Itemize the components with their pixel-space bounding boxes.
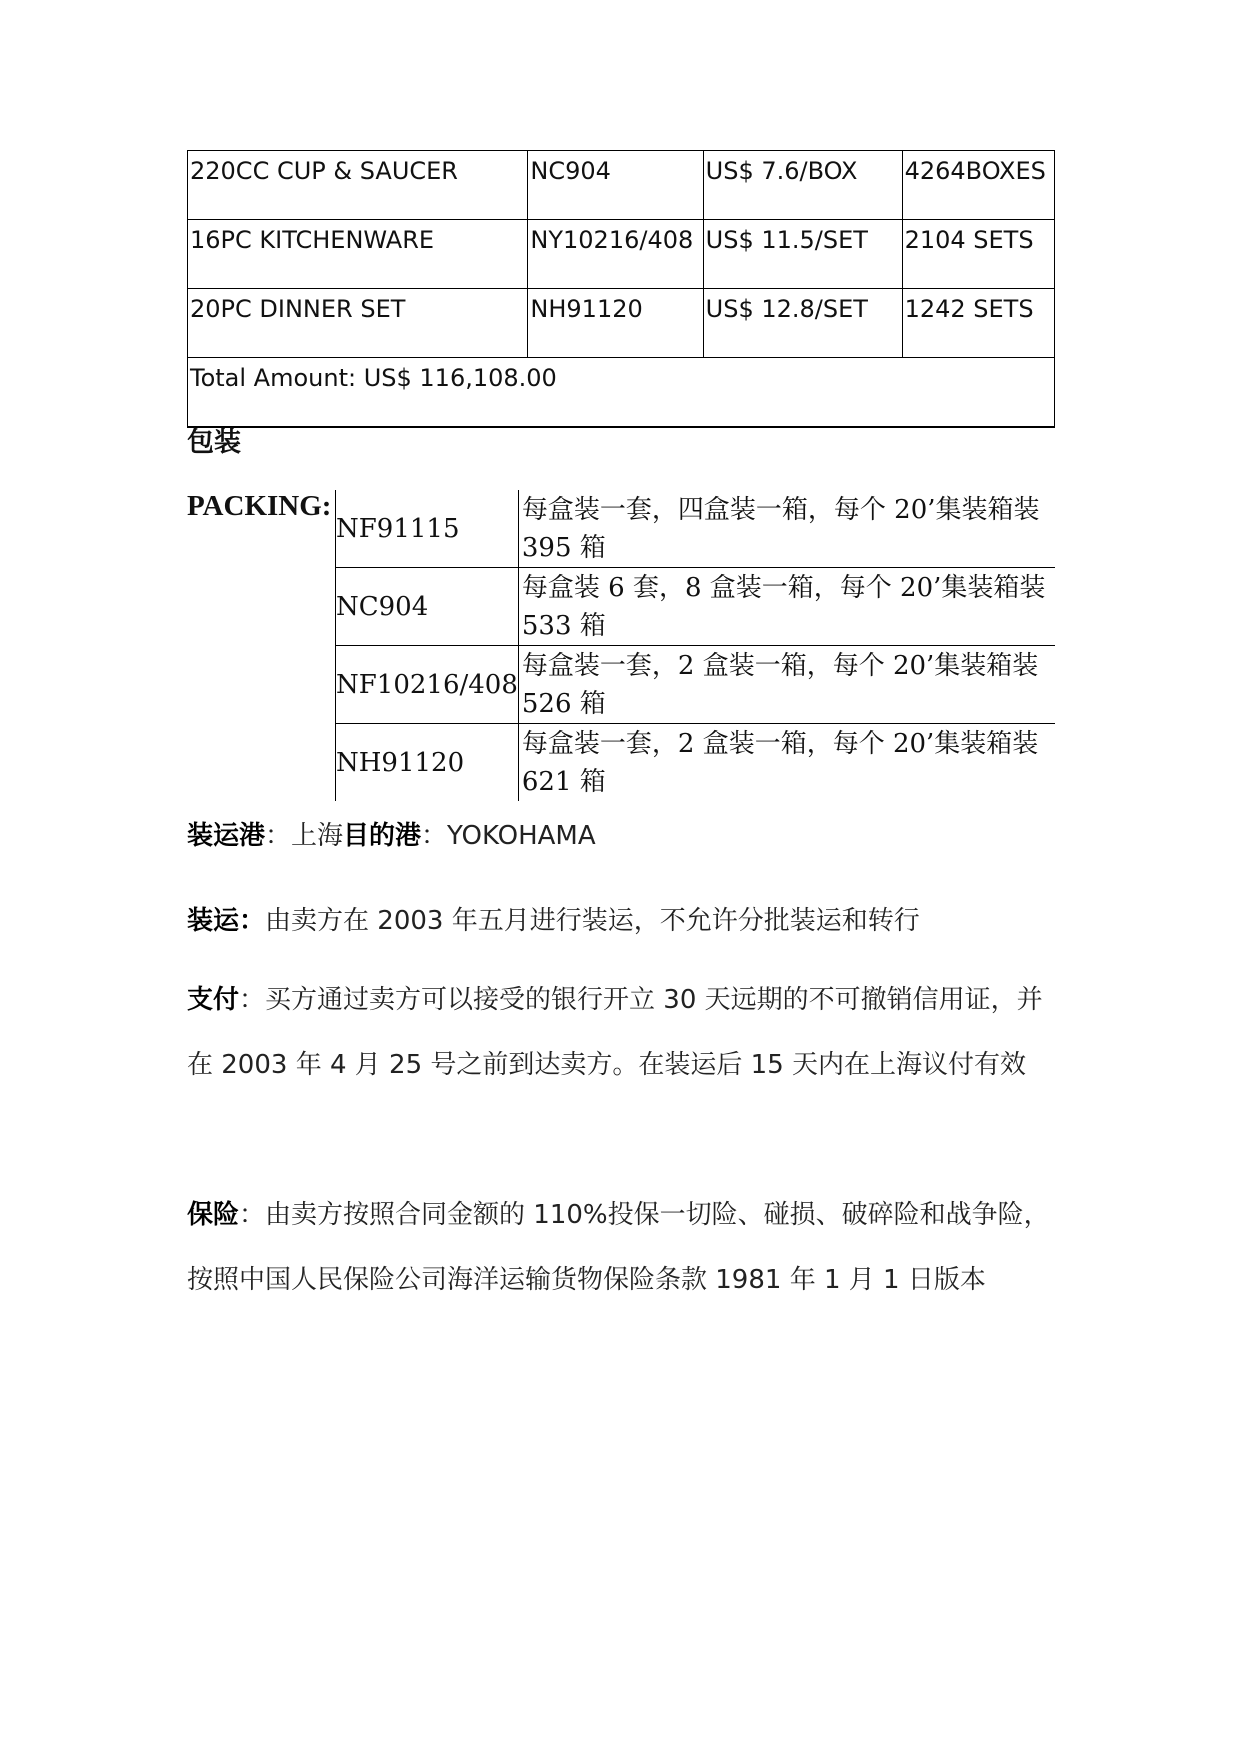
packing-description: 每盒装 6 套，8 盒装一箱，每个 20’集装箱装 533 箱 [518, 568, 1055, 646]
payment-paragraph [187, 968, 1057, 1098]
packing-label: PACKING: [187, 490, 332, 522]
loading-port-value: ：上海 [265, 821, 344, 851]
product-table [187, 150, 1055, 428]
shipment-paragraph [187, 900, 1057, 937]
product-name: 16PC KITCHENWARE [188, 220, 528, 289]
destination-port-label: 目的港 [343, 821, 422, 851]
loading-port-label: 装运港 [187, 821, 266, 851]
packing-description: 每盒装一套，2 盒装一箱，每个 20’集装箱装 526 箱 [518, 646, 1055, 724]
product-code: NY10216/408 [528, 220, 703, 289]
product-code: NH91120 [528, 289, 703, 358]
table-row [188, 151, 1055, 220]
table-row [336, 646, 1056, 724]
product-quantity: 2104 SETS [902, 220, 1054, 289]
product-name: 220CC CUP & SAUCER [188, 151, 528, 220]
table-row [336, 724, 1056, 802]
total-amount: Total Amount: US$ 116,108.00 [188, 358, 1055, 428]
table-row [336, 568, 1056, 646]
packing-code: NF10216/408 [336, 646, 519, 724]
product-quantity: 1242 SETS [902, 289, 1054, 358]
packing-description: 每盒装一套，2 盒装一箱，每个 20’集装箱装 621 箱 [521, 728, 1039, 797]
product-price: US$ 12.8/SET [703, 289, 902, 358]
destination-port-value: ：YOKOHAMA [421, 821, 596, 851]
product-price: US$ 7.6/BOX [703, 151, 902, 220]
shipment-label: 装运： [187, 906, 266, 936]
packing-code: NH91120 [336, 724, 519, 802]
port-line [187, 815, 1057, 852]
table-row [188, 289, 1055, 358]
shipment-text: 由卖方在 2003 年五月进行装运，不允许分批装运和转行 [265, 906, 920, 936]
product-name: 20PC DINNER SET [188, 289, 528, 358]
insurance-text: ：由卖方按照合同金额的 110%投保一切险、碰损、破碎险和战争险，按照中国人民保险公司海洋运输货物保险条款 1981 年 1 月 1 日版本 [187, 1200, 1050, 1295]
product-price: US$ 11.5/SET [703, 220, 902, 289]
payment-label: 支付 [187, 985, 240, 1015]
packing-table [335, 490, 1055, 801]
packing-description: 每盒装一套，四盒装一箱，每个 20’集装箱装 395 箱 [518, 490, 1055, 568]
total-row [188, 358, 1055, 428]
packing-code: NF91115 [336, 490, 519, 568]
insurance-label: 保险 [187, 1200, 240, 1230]
packing-heading: 包装 [187, 427, 241, 458]
product-quantity: 4264BOXES [902, 151, 1054, 220]
product-code: NC904 [528, 151, 703, 220]
table-row [188, 220, 1055, 289]
payment-text: ：买方通过卖方可以接受的银行开立 30 天远期的不可撤销信用证，并在 2003 年 4 月 25 号之前到达卖方。在装运后 15 天内在上海议付有效 [187, 985, 1043, 1080]
insurance-paragraph [187, 1183, 1057, 1313]
table-row [336, 490, 1056, 568]
packing-code: NC904 [336, 568, 519, 646]
